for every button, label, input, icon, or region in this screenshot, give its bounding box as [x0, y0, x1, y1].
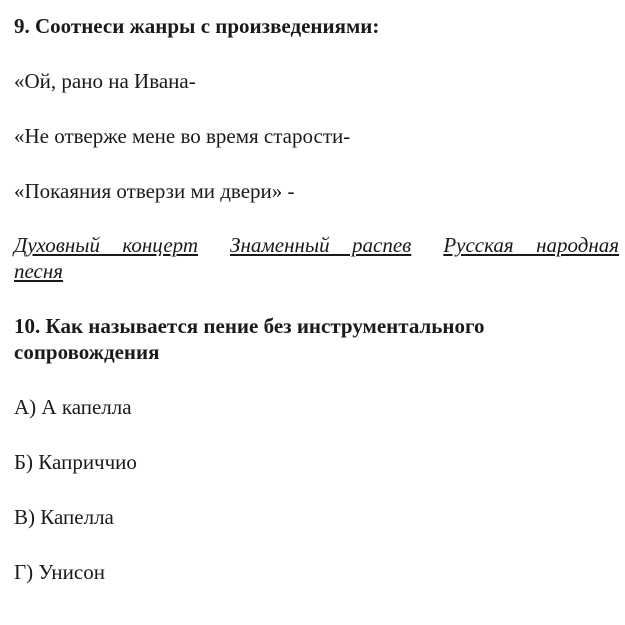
work-item-2: «Не отверже мене во время старости- — [14, 124, 351, 148]
question-10-title: 10. Как называется пение без инструментального сопровождения — [14, 314, 485, 364]
work-item-1: «Ой, рано на Ивана- — [14, 69, 196, 93]
option-b: Б) Каприччио — [14, 450, 137, 474]
option-c: В) Капелла — [14, 505, 114, 529]
option-d: Г) Унисон — [14, 560, 105, 584]
genre-3: Русская народная песня — [14, 233, 620, 283]
genre-2: Знаменный распев — [230, 233, 412, 257]
genre-1: Духовный концерт — [14, 233, 199, 257]
question-9-title: 9. Соотнеси жанры с произведениями: — [14, 14, 380, 38]
work-item-3: «Покаяния отверзи ми двери» - — [14, 179, 295, 203]
genre-answers — [14, 232, 619, 284]
option-a: А) А капелла — [14, 395, 132, 419]
